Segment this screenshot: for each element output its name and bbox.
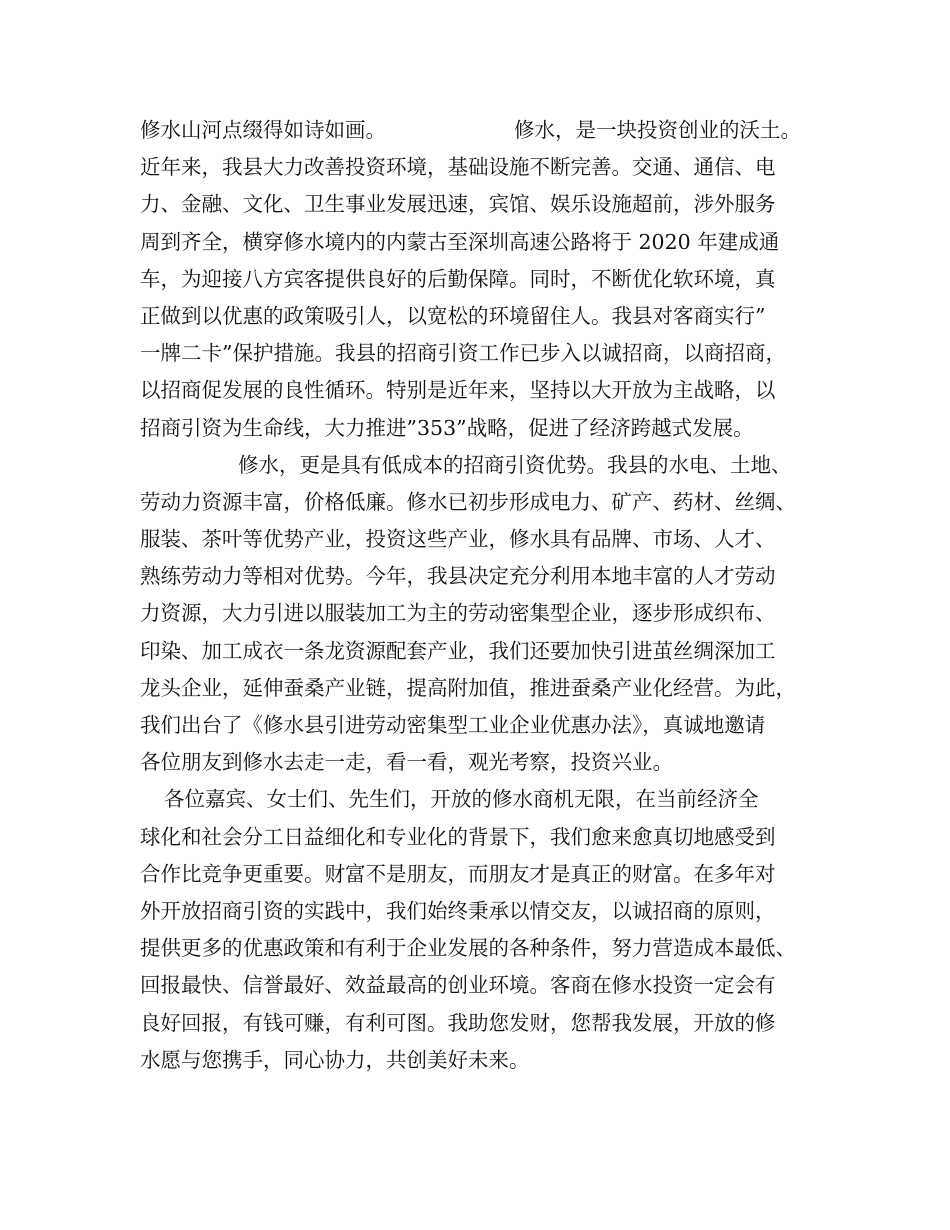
text-line: 各位嘉宾、女士们、先生们，开放的修水商机无限，在当前经济全 [164,787,759,812]
text-line: 以招商促发展的良性循环。特别是近年来，坚持以大开放为主战略，以 [140,378,776,403]
text-line-segment: 修水山河点缀得如诗如画。 [140,118,386,142]
text-line [140,112,840,149]
text-line: 水愿与您携手，同心协力，共创美好未来。 [140,1047,530,1072]
text-line: 龙头企业，延伸蚕桑产业链，提高附加值，推进蚕桑产业化经营。为此， [140,675,796,700]
text-line: 力资源，大力引进以服装加工为主的劳动密集型企业，逐步形成织布、 [140,601,776,626]
text-line: 车，为迎接八方宾客提供良好的后勤保障。同时，不断优化软环境，真 [140,266,776,291]
text-line: 修水，更是具有低成本的招商引资优势。我县的水电、土地、 [238,452,792,477]
text-line: 提供更多的优惠政策和有利于企业发展的各种条件，努力营造成本最低、 [140,936,796,961]
text-line: 一牌二卡”保护措施。我县的招商引资工作已步入以诚招商，以商招商， [140,341,786,366]
text-line: 服装、茶叶等优势产业，投资这些产业，修水具有品牌、市场、人才、 [140,527,776,552]
text-line: 良好回报，有钱可赚，有利可图。我助您发财，您帮我发展，开放的修 [140,1010,776,1035]
text-line: 劳动力资源丰富，价格低廉。修水已初步形成电力、矿产、药材、丝绸、 [140,489,796,514]
text-line: 正做到以优惠的政策吸引人，以宽松的环境留住人。我县对客商实行” [140,303,766,328]
text-line: 印染、加工成衣一条龙资源配套产业，我们还要加快引进茧丝绸深加工 [140,638,776,663]
text-line: 外开放招商引资的实践中，我们始终秉承以情交友，以诚招商的原则， [140,898,776,923]
text-line: 熟练劳动力等相对优势。今年，我县决定充分利用本地丰富的人才劳动 [140,564,776,589]
text-line: 球化和社会分工日益细化和专业化的背景下，我们愈来愈真切地感受到 [140,824,776,849]
text-line: 力、金融、文化、卫生事业发展迅速，宾馆、娱乐设施超前，涉外服务 [140,192,776,217]
text-line: 我们出台了《修水县引进劳动密集型工业企业优惠办法》，真诚地邀请 [140,713,766,737]
text-line: 招商引资为生命线，大力推进”353”战略，促进了经济跨越式发展。 [140,415,754,440]
document-body [140,112,840,1079]
text-line-segment: 修水，是一块投资创业的沃土。 [514,118,801,142]
text-line: 周到齐全，横穿修水境内的内蒙古至深圳高速公路将于 2020 年建成通 [140,229,780,254]
text-line: 回报最快、信誉最好、效益最高的创业环境。客商在修水投资一定会有 [140,973,776,998]
text-line: 合作比竞争更重要。财富不是朋友，而朋友才是真正的财富。在多年对 [140,861,776,886]
text-line: 近年来，我县大力改善投资环境，基础设施不断完善。交通、通信、电 [140,155,776,180]
text-line: 各位朋友到修水去走一走，看一看，观光考察，投资兴业。 [140,750,673,775]
